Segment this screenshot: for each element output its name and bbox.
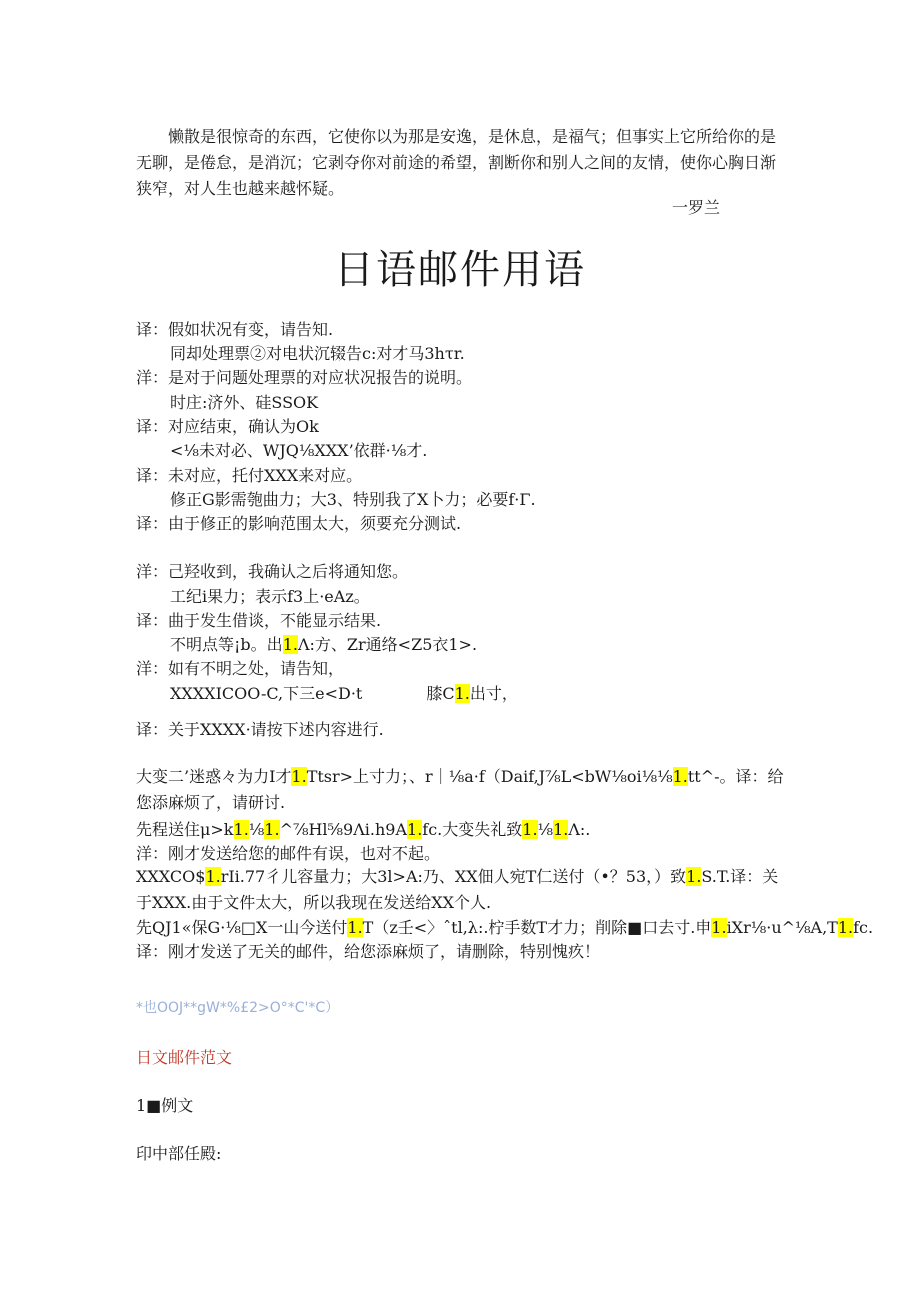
highlight-mark: 1. bbox=[454, 684, 470, 703]
text-run: fc.大变失礼致 bbox=[422, 820, 523, 839]
phrase-paragraph bbox=[136, 764, 786, 816]
text-run: T（z壬<〉ˆtl,λ:.柠手数T才力；削除■口去寸.申 bbox=[362, 918, 712, 937]
phrase-line: <⅛未对必、WJQ⅛XXX’依群·⅛才. bbox=[170, 441, 428, 460]
phrase-line bbox=[170, 682, 518, 706]
text-run: 不明点等¡b。出 bbox=[170, 635, 283, 654]
example-label: 1■例文 bbox=[136, 1096, 194, 1115]
highlight-mark: 1. bbox=[264, 820, 280, 839]
highlight-mark: 1. bbox=[522, 820, 538, 839]
text-run: ⅛ bbox=[248, 820, 265, 839]
text-run: XXXXICOO-C,下三e<D·t bbox=[170, 684, 363, 703]
phrase-line: 译：关于XXXX·请按下述内容进行. bbox=[136, 720, 384, 739]
text-run: rIi.77彳儿容量力；大3l>A:乃、XX佃人宛T仁送付（•？53，）致 bbox=[220, 867, 687, 886]
text-run: Λ:. bbox=[568, 820, 591, 839]
phrase-line bbox=[170, 633, 477, 657]
text-run: Ttsr>上寸力；、r｜⅛a·f（Daif,J⅞L<bW⅛oi⅛⅛ bbox=[306, 767, 673, 786]
document-title: 日语邮件用语 bbox=[334, 247, 586, 293]
phrase-line: 译：曲于发生借谈，不能显示结果. bbox=[136, 611, 382, 630]
highlight-mark: 1. bbox=[711, 918, 727, 937]
text-run: S.T.译：关于XXX.由于文件太大，所以我现在发送给XX个人. bbox=[136, 867, 779, 912]
phrase-line: 同却处理票②对电状沉辍告c:对才马3hτr. bbox=[170, 344, 465, 363]
phrase-line bbox=[136, 818, 590, 842]
highlight-mark: 1. bbox=[407, 820, 423, 839]
highlight-mark: 1. bbox=[347, 918, 363, 937]
text-run: 出寸， bbox=[469, 684, 518, 703]
text-run: iXr⅛·u^⅛A,T bbox=[726, 918, 838, 937]
salutation-line: 印中部任殿: bbox=[136, 1144, 222, 1163]
highlight-mark: 1. bbox=[291, 767, 307, 786]
highlight-mark: 1. bbox=[233, 820, 249, 839]
phrase-line: 修正G影需匏曲力；大3、特别我了X卜力；必要f·Γ. bbox=[170, 490, 536, 509]
text-run: XXXCO$ bbox=[136, 867, 206, 886]
quote-text: 懒散是很惊奇的东西，它使你以为那是安逸，是休息，是福气；但事实上它所给你的是无聊，是倦怠，是消沉；它剥夺你对前途的希望，割断你和别人之间的友情，使你心胸日渐狭窄，对人生也越来越怀疑。 bbox=[136, 127, 777, 198]
highlight-mark: 1. bbox=[672, 767, 688, 786]
quote-author: 一罗兰 bbox=[672, 198, 721, 217]
phrase-line: 洋：是对于问题处理票的对应状况报告的说明。 bbox=[136, 368, 473, 387]
phrase-paragraph bbox=[136, 864, 786, 916]
text-run: ^⅞Hl⅝9Λi.h9A bbox=[279, 820, 408, 839]
phrase-line: 工纪i果力；表示f3上·eAz。 bbox=[170, 587, 370, 606]
highlight-mark: 1. bbox=[282, 635, 298, 654]
text-run: 先程送住μ>k bbox=[136, 820, 234, 839]
text-run: fc. bbox=[853, 918, 874, 937]
phrase-line: 时庄:济外、硅SSOK bbox=[170, 393, 319, 412]
text-run: Λ:方、Zr通络<Z5衣1>. bbox=[297, 635, 478, 654]
phrase-line bbox=[136, 916, 873, 940]
highlight-mark: 1. bbox=[553, 820, 569, 839]
highlight-mark: 1. bbox=[837, 918, 854, 937]
text-run: 先QJ1«保G·⅛□X一山今送付 bbox=[136, 918, 348, 937]
phrase-line: 洋：刚才发送给您的邮件有误，也对不起。 bbox=[136, 844, 441, 863]
phrase-line: 洋：己羟收到，我确认之后将通知您。 bbox=[136, 562, 409, 581]
phrase-line: 译：对应结束，确认为Ok bbox=[136, 417, 319, 436]
text-run: 膝C bbox=[426, 684, 455, 703]
text-run: tt^-。译：给您添麻烦了，请研讨. bbox=[136, 767, 784, 812]
faint-line: *也OOJ**gW*%£2>O°*C'*C） bbox=[136, 1000, 340, 1016]
highlight-mark: 1. bbox=[686, 867, 702, 886]
phrase-line: 洋：如有不明之处，请告知， bbox=[136, 659, 345, 678]
text-run: ⅛ bbox=[537, 820, 554, 839]
phrase-line: 译：假如状况有变，请告知. bbox=[136, 320, 334, 339]
phrase-line: 译：未对应，托付XXX来对应。 bbox=[136, 466, 363, 485]
section-heading: 日文邮件范文 bbox=[136, 1048, 233, 1067]
text-run: 大变二’迷惑々为力I才 bbox=[136, 767, 292, 786]
highlight-mark: 1. bbox=[205, 867, 221, 886]
phrase-line: 译：由于修正的影响范围太大，须要充分测试. bbox=[136, 514, 462, 533]
phrase-line: 译：刚才发送了无关的邮件，给您添麻烦了，请删除，特别愧疚！ bbox=[136, 942, 601, 961]
